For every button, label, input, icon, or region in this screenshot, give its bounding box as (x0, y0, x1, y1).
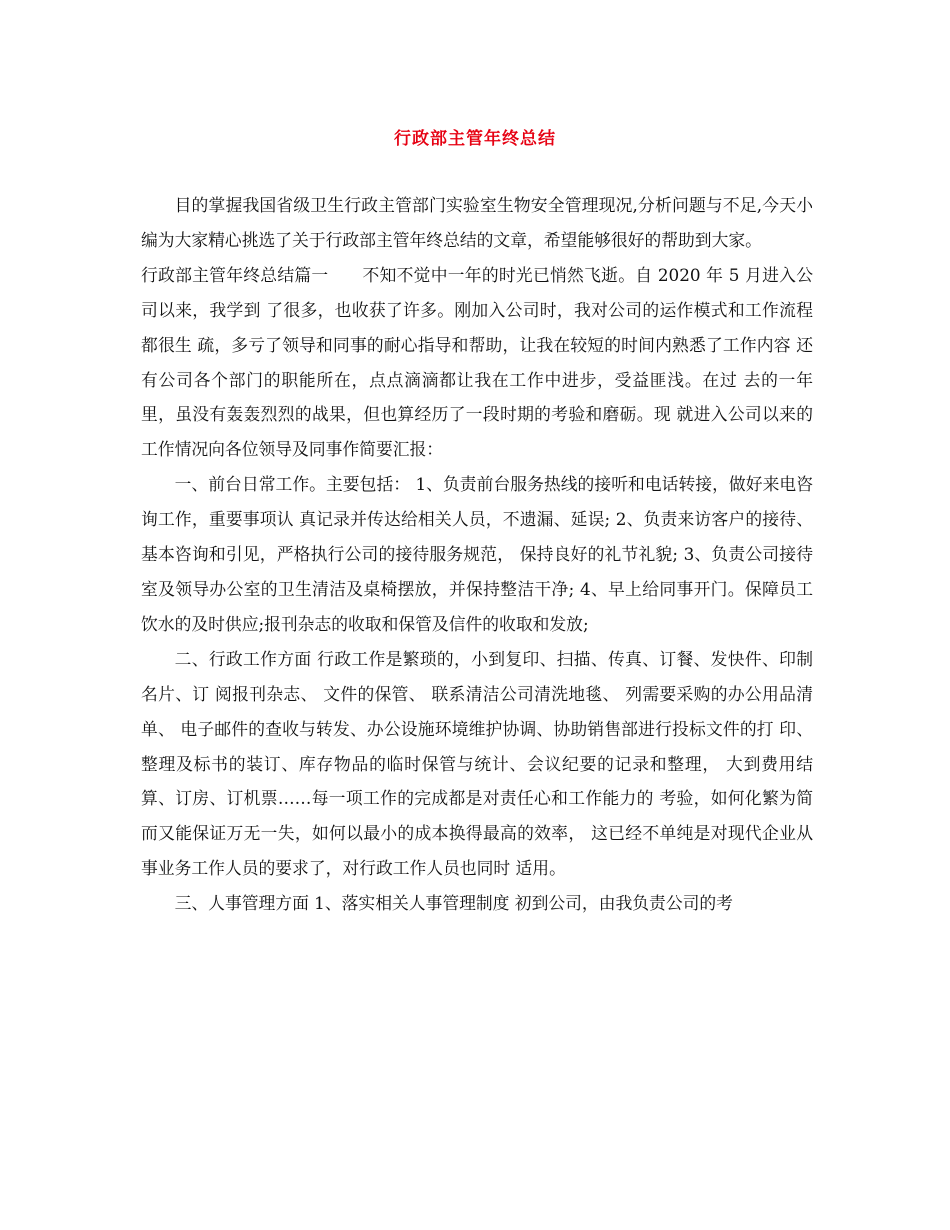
paragraph-admin-work: 二、行政工作方面 行政工作是繁琐的，小到复印、扫描、传真、订餐、发快件、印制名片、订 阅报刊杂志、 文件的保管、 联系清洁公司清洗地毯、 列需要采购的办公用品清单、 电子邮件的查收与转发、办公设施环境维护协调、协助销售部进行投标文件的打 印、整理及标书的装订、库存物品的临时保管与统计、会议纪要的记录和整理， 大到费用结算、订房、订机票……每一项工作的完成都是对责任心和工作能力的 考验，如何化繁为简而又能保证万无一失，如何以最小的成本换得最高的效率， 这已经不单纯是对现代企业从事业务工作人员的要求了，对行政工作人员也同时 适用。 (141, 648, 813, 879)
paragraph-intro: 目的掌握我国省级卫生行政主管部门实验室生物安全管理现况,分析问题与不足,今天小编为大家精心挑选了关于行政部主管年终总结的文章，希望能够很好的帮助到大家。 (141, 195, 813, 250)
paragraph-hr: 三、人事管理方面 1、落实相关人事管理制度 初到公司，由我负责公司的考 (174, 893, 733, 914)
paragraph-part-one: 行政部主管年终总结篇一 不知不觉中一年的时光已悄然飞逝。自 2020 年 5 月进入公司以来，我学到 了很多，也收获了许多。刚加入公司时，我对公司的运作模式和工作流程都很生 疏，多亏了领导和同事的耐心指导和帮助，让我在较短的时间内熟悉了工作内容 还有公司各个部门的职能所在，点点滴滴都让我在工作中进步，受益匪浅。在过 去的一年里，虽没有轰轰烈烈的战果，但也算经历了一段时期的考验和磨砺。现 就进入公司以来的工作情况向各位领导及同事作简要汇报： (141, 264, 813, 460)
paragraph-front-desk: 一、前台日常工作。主要包括： 1、负责前台服务热线的接听和电话转接，做好来电咨询工作，重要事项认 真记录并传达给相关人员，不遗漏、延误; 2、负责来访客户的接待、基本咨询和引见，严格执行公司的接待服务规范， 保持良好的礼节礼貌; 3、负责公司接待室及领导办公室的卫生清洁及桌椅摆放，并保持整洁干净; 4、早上给同事开门。保障员工饮水的及时供应;报刊杂志的收取和保管及信件的收取和发放; (141, 474, 813, 634)
document-title: 行政部主管年终总结 (394, 129, 556, 149)
document-body (141, 188, 813, 921)
